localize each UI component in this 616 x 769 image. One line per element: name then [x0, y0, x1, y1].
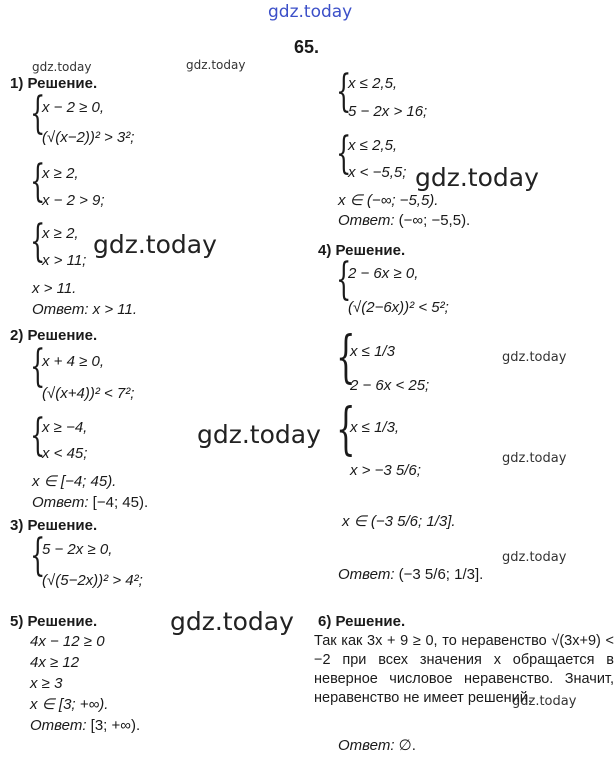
p3-step2-line2: 5 − 2x > 16; — [348, 103, 428, 120]
answer-label: Ответ: — [338, 212, 395, 229]
p3-step3-line2: x < −5,5; — [348, 164, 407, 181]
system-brace: { — [30, 530, 46, 581]
p2-result: x ∈ [−4; 45). — [32, 473, 117, 490]
answer-label: Ответ: — [338, 737, 395, 754]
p1-step1-line2: (√(x−2))² > 3²; — [42, 129, 135, 146]
system-brace: { — [30, 410, 46, 461]
system-brace: { — [336, 66, 352, 117]
p4-step2-line2: 2 − 6x < 25; — [350, 377, 430, 394]
p4-answer — [338, 567, 483, 582]
answer-value: [3; +∞). — [90, 717, 141, 734]
p3-result: x ∈ (−∞; −5,5). — [338, 192, 439, 209]
system-brace: { — [30, 216, 46, 267]
answer-value: (−3 5/6; 1/3]. — [398, 566, 484, 583]
watermark-small: gdz.today — [502, 550, 567, 565]
p4-step2-line1: x ≤ 1/3 — [350, 343, 395, 360]
p4-step3-line2: x > −3 5/6; — [350, 462, 421, 479]
answer-label: Ответ: — [32, 494, 89, 511]
answer-label: Ответ: — [32, 301, 89, 318]
watermark-top: gdz.today — [268, 2, 353, 22]
watermark-big: gdz.today — [170, 607, 294, 636]
p3-answer — [338, 213, 470, 228]
problem-3-heading: 3) Решение. — [10, 517, 98, 534]
p5-line2: 4x ≥ 12 — [30, 654, 80, 671]
p2-answer — [32, 495, 148, 510]
p1-step1-line1: x − 2 ≥ 0, — [42, 99, 105, 116]
system-brace: { — [30, 88, 46, 139]
problem-1-heading: 1) Решение. — [10, 75, 98, 92]
p1-step2-line1: x ≥ 2, — [42, 165, 79, 182]
watermark-big: gdz.today — [197, 420, 321, 449]
system-brace: { — [336, 128, 352, 179]
problem-4-heading: 4) Решение. — [318, 242, 406, 259]
p2-step2-line2: x < 45; — [42, 445, 88, 462]
system-brace: { — [336, 254, 352, 305]
p3-step1-line1: 5 − 2x ≥ 0, — [42, 541, 113, 558]
problem-2-heading: 2) Решение. — [10, 327, 98, 344]
watermark-small: gdz.today — [32, 60, 92, 74]
p1-result: x > 11. — [32, 280, 77, 297]
watermark-small: gdz.today — [502, 451, 567, 466]
p1-step3-line2: x > 11; — [42, 252, 87, 269]
p4-step1-line2: (√(2−6x))² < 5²; — [348, 299, 449, 316]
p5-answer — [30, 718, 140, 733]
p2-step2-line1: x ≥ −4, — [42, 419, 88, 436]
watermark-small: gdz.today — [186, 58, 246, 72]
p6-answer — [338, 738, 416, 753]
p3-step2-line1: x ≤ 2,5, — [348, 75, 398, 92]
problem-5-heading: 5) Решение. — [10, 613, 98, 630]
answer-value: (−∞; −5,5). — [398, 212, 471, 229]
answer-label: Ответ: — [30, 717, 87, 734]
system-brace: { — [336, 325, 356, 390]
problem-6-heading: 6) Решение. — [318, 613, 406, 630]
system-brace: { — [30, 156, 46, 207]
p2-step1-line2: (√(x+4))² < 7²; — [42, 385, 135, 402]
exercise-number: 65. — [294, 37, 320, 57]
p4-step3-line1: x ≤ 1/3, — [350, 419, 400, 436]
p1-answer — [32, 302, 137, 317]
p5-line1: 4x − 12 ≥ 0 — [30, 633, 105, 650]
watermark-small: gdz.today — [502, 350, 567, 365]
p1-step3-line1: x ≥ 2, — [42, 225, 79, 242]
p3-step1-line2: (√(5−2x))² > 4²; — [42, 572, 143, 589]
watermark-big: gdz.today — [415, 163, 539, 192]
answer-value: [−4; 45). — [92, 494, 149, 511]
answer-label: Ответ: — [338, 566, 395, 583]
p1-step2-line2: x − 2 > 9; — [42, 192, 105, 209]
p2-step1-line1: x + 4 ≥ 0, — [42, 353, 105, 370]
system-brace: { — [336, 397, 356, 462]
answer-value: ∅. — [398, 737, 416, 754]
system-brace: { — [30, 341, 46, 392]
answer-value: x > 11. — [92, 301, 138, 318]
p5-line4: x ∈ [3; +∞). — [30, 696, 109, 713]
p4-step1-line1: 2 − 6x ≥ 0, — [348, 265, 419, 282]
p6-explanation: Так как 3x + 9 ≥ 0, то неравенство √(3x+9) < −2 при всех значения x обращается в неверное числовое неравенство. Значит, неравенство не имеет решений. — [314, 633, 614, 706]
p3-step3-line1: x ≤ 2,5, — [348, 137, 398, 154]
watermark-small: gdz.today — [512, 694, 577, 709]
p4-result: x ∈ (−3 5/6; 1/3]. — [342, 513, 456, 530]
watermark-big: gdz.today — [93, 230, 217, 259]
p5-line3: x ≥ 3 — [30, 675, 63, 692]
